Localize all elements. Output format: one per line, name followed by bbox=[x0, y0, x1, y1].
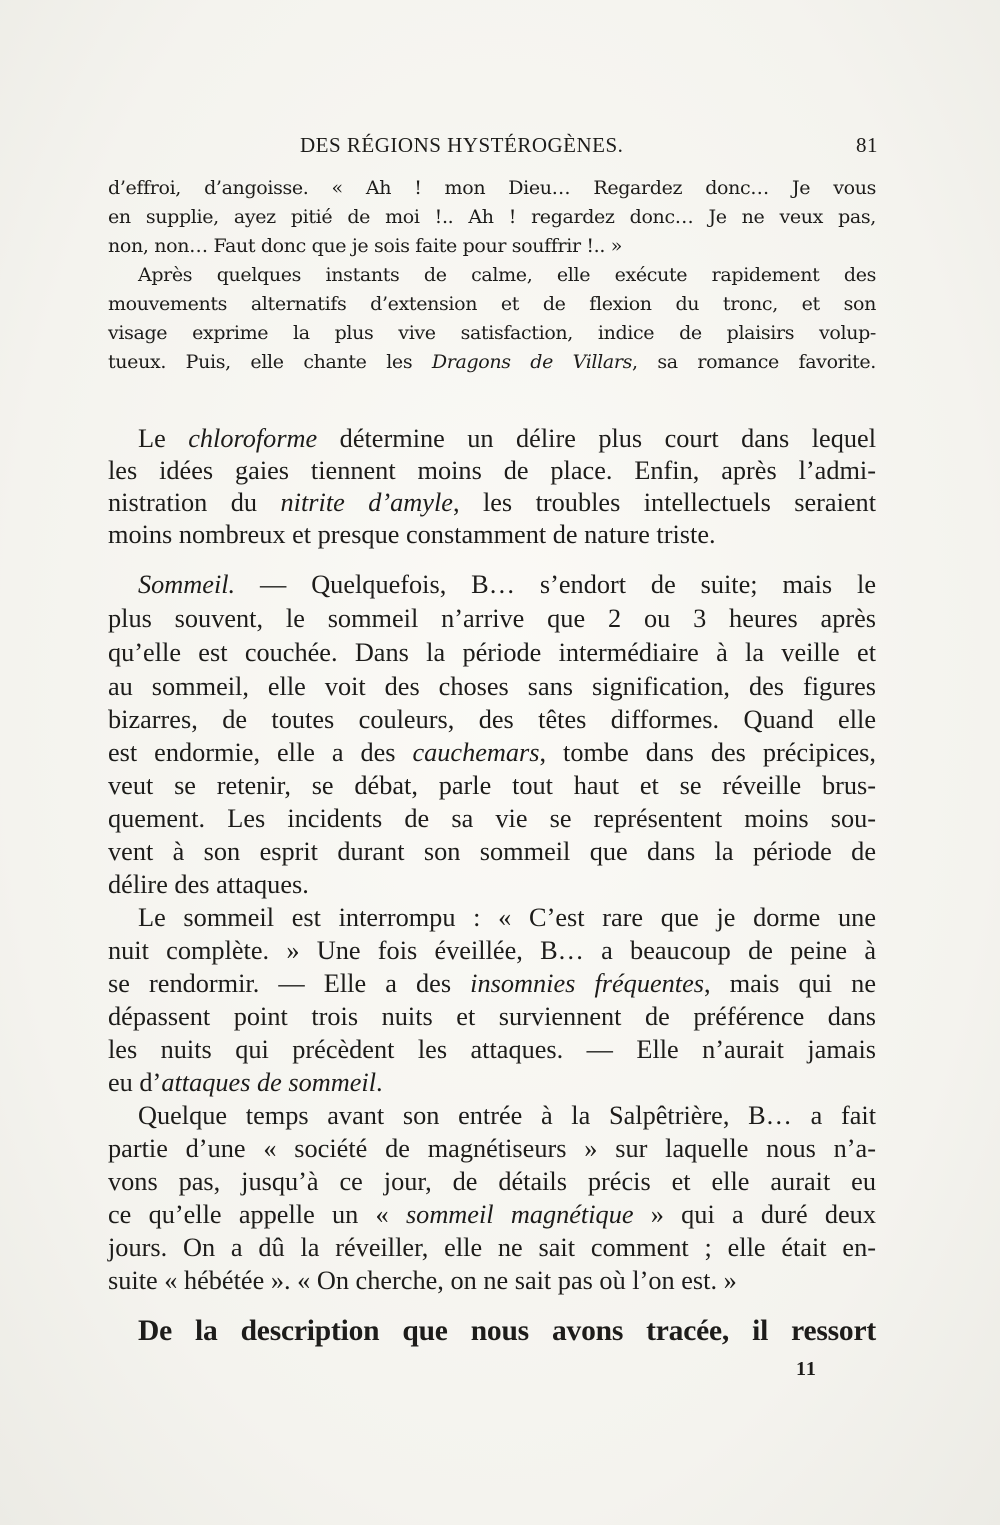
text-line: vons pas, jusqu’à ce jour, de détails précis et elle aurait eu bbox=[108, 1167, 876, 1196]
running-head bbox=[108, 133, 876, 163]
text-line: quement. Les incidents de sa vie se représentent moins sou- bbox=[108, 804, 876, 833]
text-line: délire des attaques. bbox=[108, 870, 309, 899]
text-line: en supplie, ayez pitié de moi !.. Ah ! regardez donc… Je ne veux pas, bbox=[108, 206, 876, 228]
text-line: nistration du nitrite d’amyle, les troubles intellectuels seraient bbox=[108, 488, 877, 517]
text-line: Le sommeil est interrompu : « C’est rare que je dorme une bbox=[138, 903, 876, 932]
text-line: Le chloroforme détermine un délire plus court dans lequel bbox=[138, 424, 876, 453]
text-line: nuit complète. » Une fois éveillée, B… a beaucoup de peine à bbox=[108, 936, 876, 965]
running-head-title: DES RÉGIONS HYSTÉROGÈNES. bbox=[300, 133, 624, 157]
text-line: non, non… Faut donc que je sois faite pour souffrir !.. » bbox=[108, 235, 623, 257]
text-line: les idées gaies tiennent moins de place. Enfin, après l’admi- bbox=[108, 456, 876, 485]
final-line: De la description que nous avons tracée, il ressort bbox=[138, 1315, 876, 1347]
text-line: tueux. Puis, elle chante les Dragons de Villars, sa romance favorite. bbox=[108, 351, 876, 373]
text-line: est endormie, elle a des cauchemars, tombe dans des précipices, bbox=[108, 738, 876, 767]
text-line: qu’elle est couchée. Dans la période intermédiaire à la veille et bbox=[108, 638, 876, 667]
text-line: dépassent point trois nuits et surviennent de préférence dans bbox=[108, 1002, 876, 1031]
text-line: Sommeil. — Quelquefois, B… s’endort de suite; mais le bbox=[138, 570, 876, 599]
text-line: veut se retenir, se débat, parle tout haut et se réveille brus- bbox=[108, 771, 876, 800]
text-line: mouvements alternatifs d’extension et de flexion du tronc, et son bbox=[108, 293, 876, 315]
page-number: 81 bbox=[856, 133, 878, 157]
text-line: ce qu’elle appelle un « sommeil magnétique » qui a duré deux bbox=[108, 1200, 876, 1229]
text-line: visage exprime la plus vive satisfaction, indice de plaisirs volup- bbox=[108, 322, 876, 344]
text-line: suite « hébétée ». « On cherche, on ne sait pas où l’on est. » bbox=[108, 1266, 737, 1295]
text-line: Quelque temps avant son entrée à la Salpêtrière, B… a fait bbox=[138, 1101, 876, 1130]
text-line: partie d’une « société de magnétiseurs » sur laquelle nous n’a- bbox=[108, 1134, 876, 1163]
text-line: moins nombreux et presque constamment de nature triste. bbox=[108, 520, 716, 549]
text-line: se rendormir. — Elle a des insomnies fréquentes, mais qui ne bbox=[108, 969, 876, 998]
text-line: les nuits qui précèdent les attaques. — Elle n’aurait jamais bbox=[108, 1035, 876, 1064]
text-line: Après quelques instants de calme, elle exécute rapidement des bbox=[138, 264, 876, 286]
italic-title: Dragons de Villars bbox=[431, 351, 632, 373]
text-line: eu d’attaques de sommeil. bbox=[108, 1068, 383, 1097]
text-line: bizarres, de toutes couleurs, des têtes difformes. Quand elle bbox=[108, 705, 876, 734]
text-line: au sommeil, elle voit des choses sans signification, des figures bbox=[108, 672, 876, 701]
text-line: d’effroi, d’angoisse. « Ah ! mon Dieu… Regardez donc… Je vous bbox=[108, 177, 876, 199]
signature-mark: 11 bbox=[796, 1358, 817, 1380]
text-line: plus souvent, le sommeil n’arrive que 2 ou 3 heures après bbox=[108, 604, 876, 633]
section-heading: Sommeil. bbox=[138, 570, 236, 599]
text-line: jours. On a dû la réveiller, elle ne sait comment ; elle était en- bbox=[108, 1233, 876, 1262]
text-line: vent à son esprit durant son sommeil que dans la période de bbox=[108, 837, 876, 866]
